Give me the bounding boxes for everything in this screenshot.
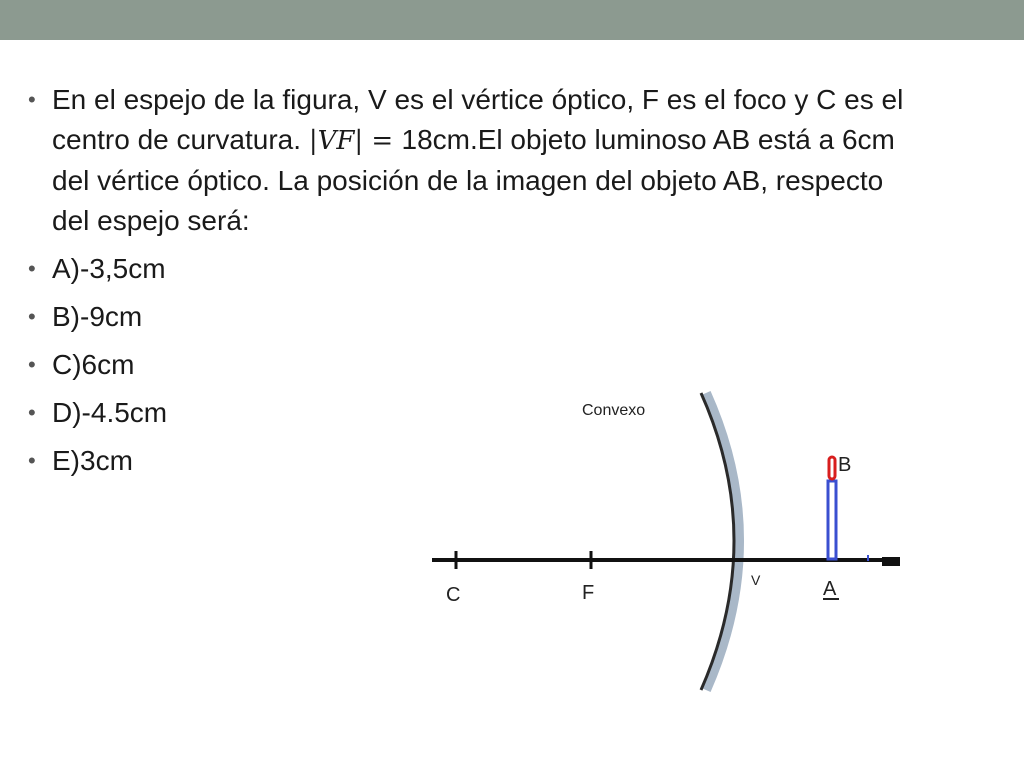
mirror-diagram [420,385,920,695]
mirror-surface [701,393,734,690]
option-e[interactable]: • E)3cm [28,441,928,481]
label-b: B [838,454,852,476]
math-bar-right: | [354,126,364,156]
axis-end-mark [882,557,900,566]
label-v: V [751,572,761,588]
question-rest: 18cm.El objeto luminoso AB está a 6cm del vértice óptico. La posición de la imagen del objeto AB, respecto del espejo será: [52,124,895,236]
mirror-label: Convexo [582,402,646,419]
math-equals: = [363,126,402,156]
label-c: C [446,584,461,606]
label-a: A [823,578,837,600]
object-arrow-tip [829,457,835,479]
slide-top-bar [0,0,1024,40]
question-text [28,80,922,241]
math-bar-left: | [308,126,318,156]
option-c[interactable]: • C)6cm [28,345,928,385]
math-vf: VF [317,126,355,156]
option-a[interactable]: • A)-3,5cm [28,249,928,289]
label-f: F [582,582,595,604]
question-intro: En el espejo de la figura, V es el vértice óptico, F es el foco y C es el centro de curvatura. [52,84,904,155]
option-b[interactable]: • B)-9cm [28,297,928,337]
option-d[interactable]: • D)-4.5cm [28,393,928,433]
object-ab [828,481,836,559]
math-expression [309,126,402,156]
